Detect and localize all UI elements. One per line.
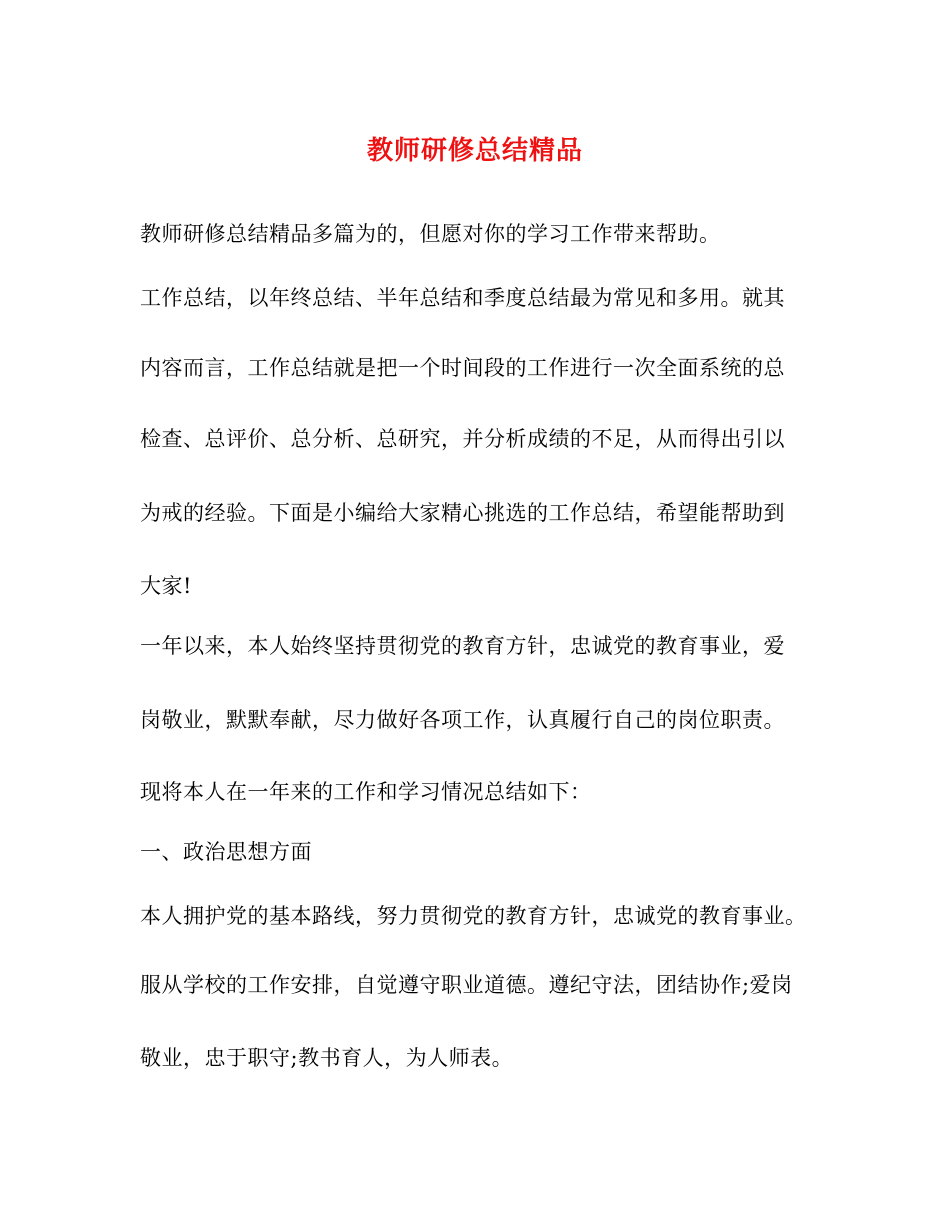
paragraph-line: 内容而言，工作总结就是把一个时间段的工作进行一次全面系统的总 [140, 356, 785, 380]
paragraph-line: 现将本人在一年来的工作和学习情况总结如下： [140, 780, 592, 804]
paragraph-line: 大家! [140, 574, 192, 598]
section-heading: 一、政治思想方面 [140, 840, 312, 864]
document-title: 教师研修总结精品 [366, 136, 583, 166]
paragraph-line: 工作总结，以年终总结、半年总结和季度总结最为常见和多用。就其 [140, 286, 785, 310]
paragraph-line: 敬业，忠于职守;教书育人，为人师表。 [140, 1046, 514, 1070]
paragraph-line: 一年以来，本人始终坚持贯彻党的教育方针，忠诚党的教育事业，爱 [140, 634, 785, 658]
paragraph-line: 本人拥护党的基本路线，努力贯彻党的教育方针，忠诚党的教育事业。 [140, 904, 807, 928]
paragraph-line: 教师研修总结精品多篇为的，但愿对你的学习工作带来帮助。 [140, 222, 721, 246]
paragraph-line: 检查、总评价、总分析、总研究，并分析成绩的不足，从而得出引以 [140, 427, 785, 451]
paragraph-line: 为戒的经验。下面是小编给大家精心挑选的工作总结，希望能帮助到 [140, 501, 785, 525]
paragraph-line: 岗敬业，默默奉献，尽力做好各项工作，认真履行自己的岗位职责。 [140, 708, 785, 732]
paragraph-line: 服从学校的工作安排，自觉遵守职业道德。遵纪守法，团结协作;爱岗 [140, 973, 793, 997]
